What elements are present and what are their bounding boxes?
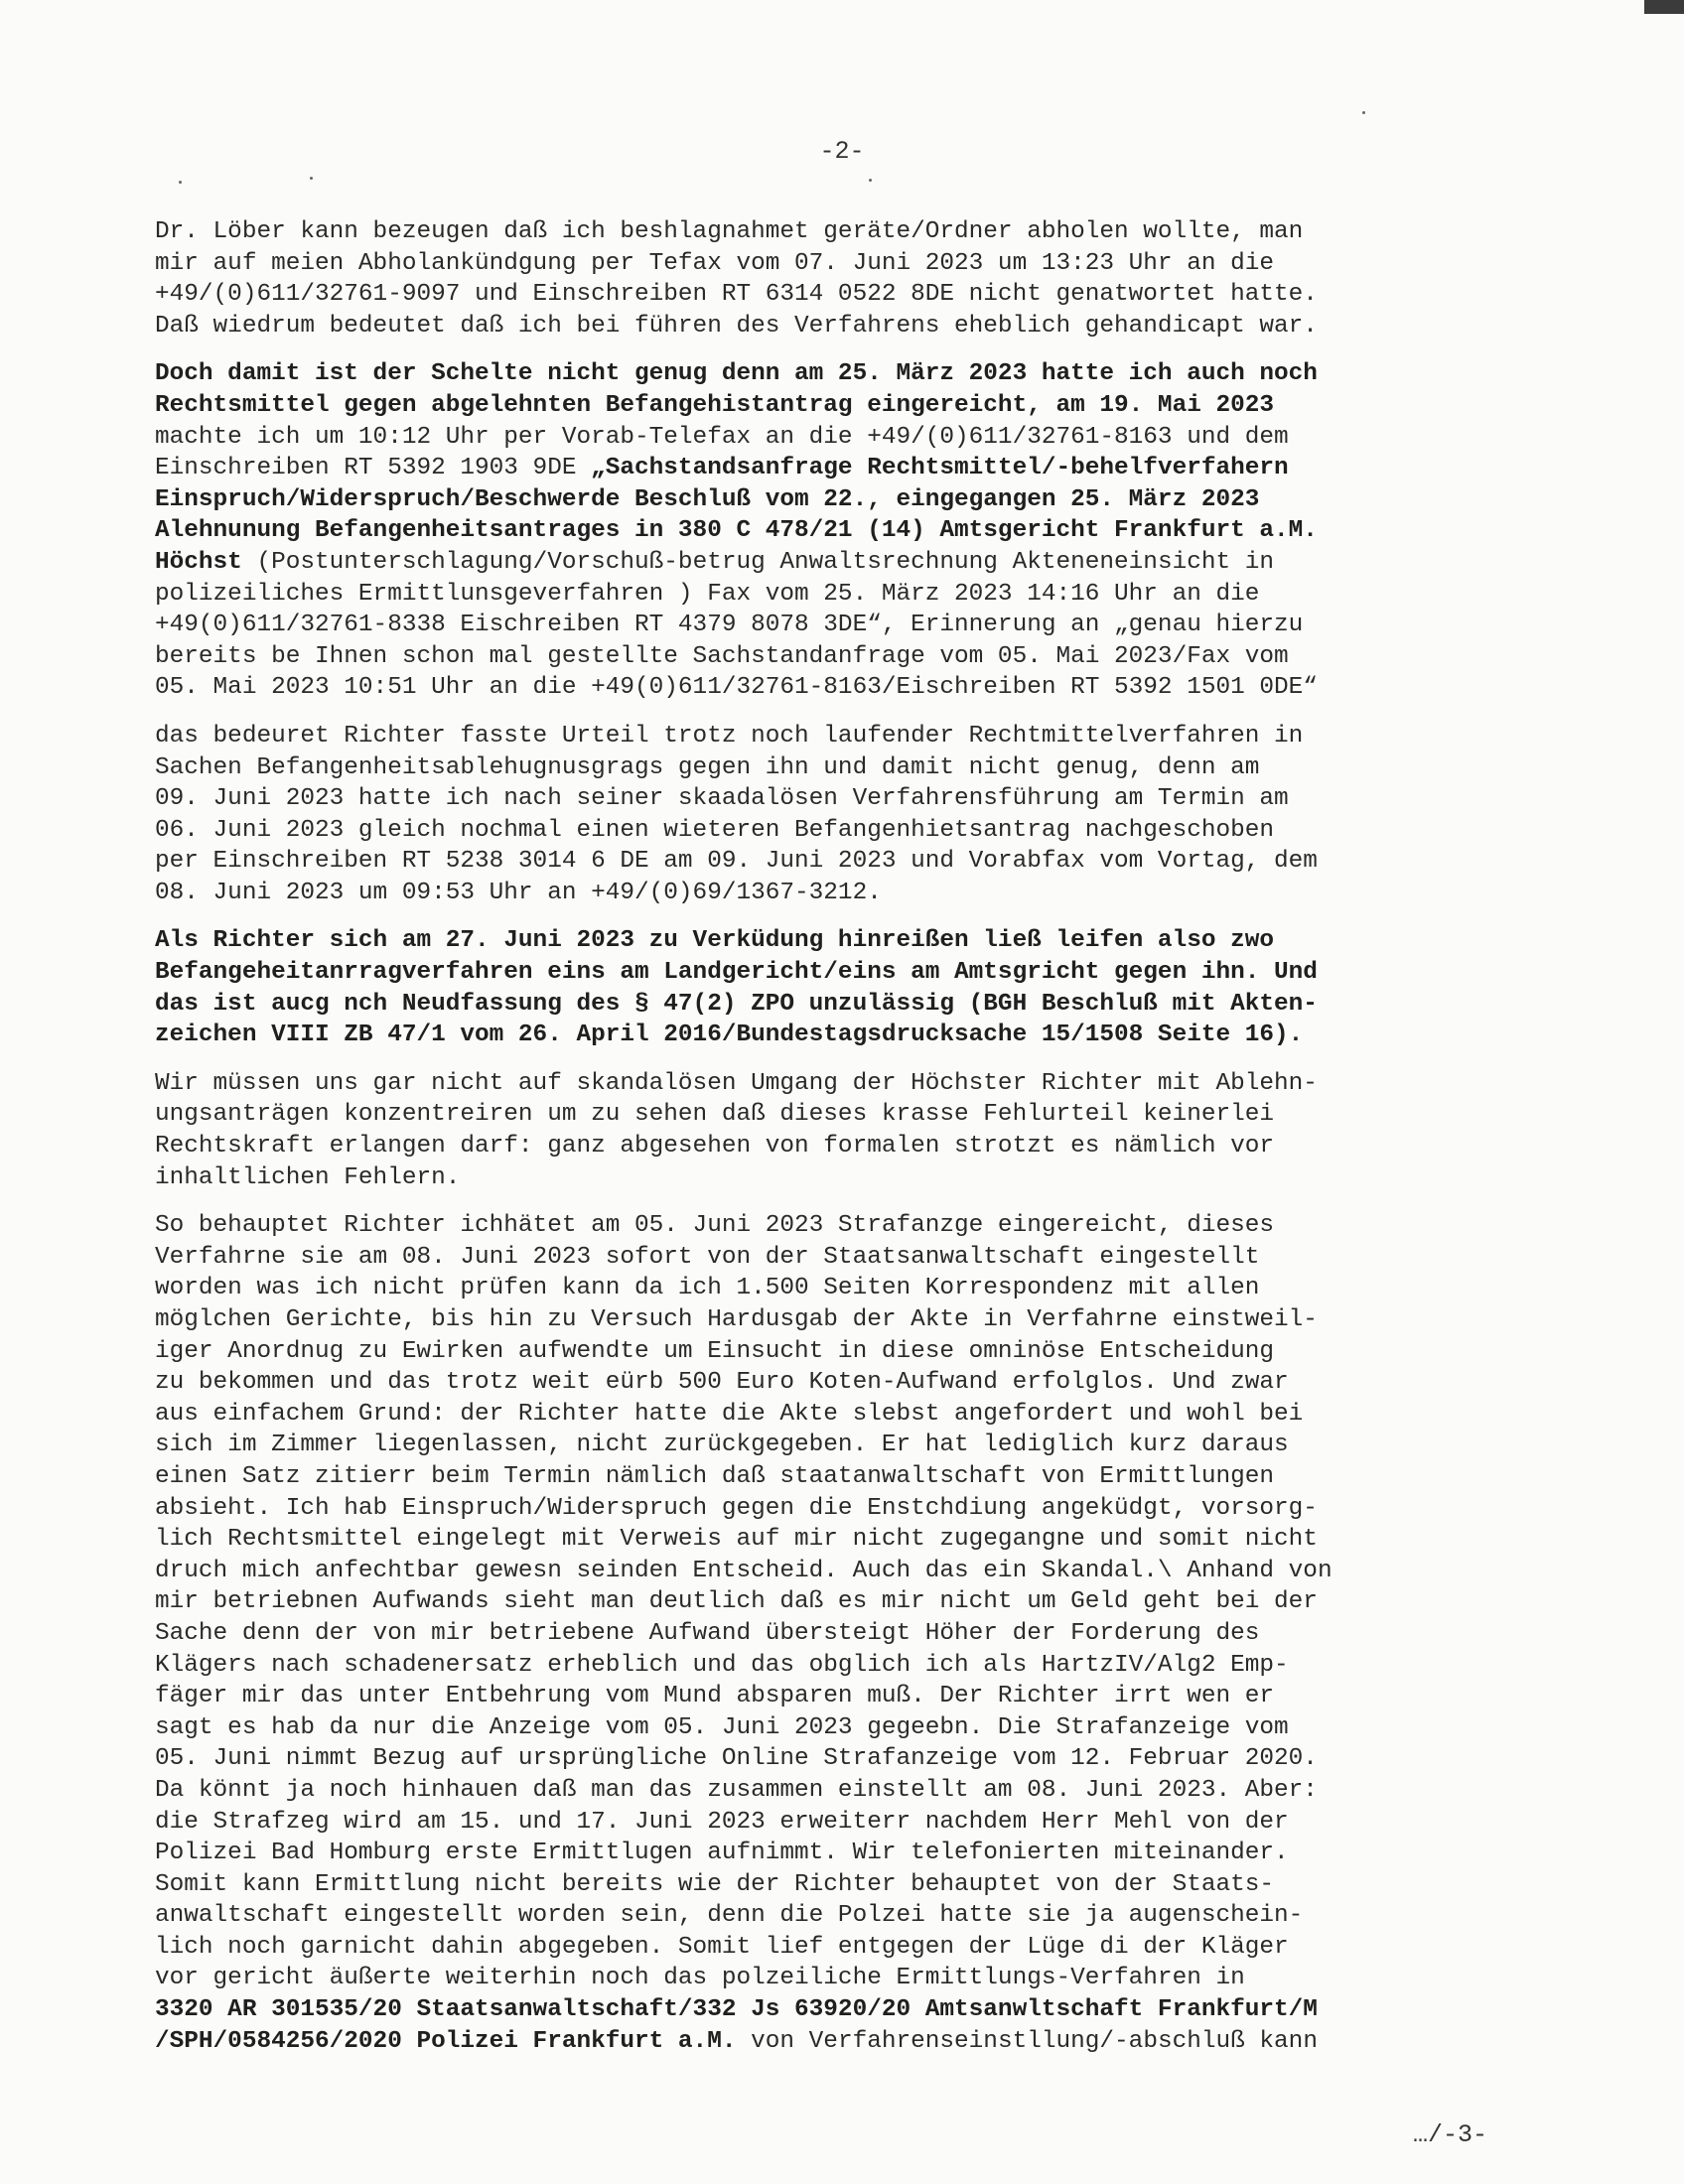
text-line (155, 422, 1485, 454)
text-run: zu bekommen und das trotz weit eürb 500 Euro Koten-Aufwand erfolglos. Und zwar (155, 1369, 1289, 1397)
text-run: möglchen Gerichte, bis hin zu Versuch Hardusgab der Akte in Verfahrne einstweil- (155, 1306, 1318, 1333)
text-line (155, 1994, 1485, 2026)
text-line (155, 1524, 1485, 1556)
text-run: das bedeuret Richter fasste Urteil trotz noch laufender Rechtmittelverfahren in (155, 722, 1304, 750)
paragraph (155, 1210, 1485, 2057)
text-line (155, 1743, 1485, 1775)
text-line (155, 1131, 1485, 1162)
text-line (155, 1068, 1485, 1100)
text-line (155, 1273, 1485, 1304)
text-line (155, 1618, 1485, 1650)
text-run: fäger mir das unter Entbehrung vom Mund absparen muß. Der Richter irrt wen er (155, 1683, 1275, 1710)
text-line (155, 1869, 1485, 1901)
bold-text-run: Rechtsmittel gegen abgelehnten Befangehistantrag eingereicht, am 19. Mai 2023 (155, 391, 1275, 419)
bold-text-run: 3320 AR 301535/20 Staatsanwaltschaft/332 Js 63920/20 Amtsanwltschaft Frankfurt/M (155, 1996, 1318, 2024)
text-run: Somit kann Ermittlung nicht bereits wie der Richter behauptet von der Staats- (155, 1870, 1275, 1898)
text-line (155, 1162, 1485, 1194)
letter-body (155, 216, 1485, 2074)
scan-speck (1362, 111, 1365, 114)
text-run: vor gericht äußerte weiterhin noch das polzeiliche Ermittlungs-Verfahren in (155, 1965, 1245, 1992)
text-line (155, 1681, 1485, 1712)
text-line (155, 752, 1485, 784)
text-line (155, 2026, 1485, 2058)
text-run: machte ich um 10:12 Uhr per Vorab-Telefax an die +49/(0)611/32761-8163 und dem (155, 423, 1289, 451)
text-run: 05. Mai 2023 10:51 Uhr an die +49(0)611/32761-8163/Eischreiben RT 5392 1501 0DE“ (155, 674, 1318, 702)
text-run: Sachen Befangenheitsablehugnusgrags gegen ihn und damit nicht genug, denn am (155, 753, 1260, 781)
paragraph (155, 925, 1485, 1050)
scan-edge-mark (1644, 0, 1684, 14)
bold-text-run: Einspruch/Widerspruch/Beschwerde Beschluß vom 22., eingegangen 25. März 2023 (155, 485, 1260, 513)
text-line (155, 1210, 1485, 1242)
text-run: absieht. Ich hab Einspruch/Widerspruch gegen die Enstchdiung angeküdgt, vorsorg- (155, 1494, 1318, 1522)
text-run: druch mich anfechtbar gewesn seinden Entscheid. Auch das ein Skandal.\ Anhand von (155, 1557, 1333, 1584)
text-run: die Strafzeg wird am 15. und 17. Juni 2023 erweiterr nachdem Herr Mehl von der (155, 1808, 1289, 1836)
text-line (155, 453, 1485, 484)
text-line (155, 579, 1485, 611)
bold-text-run: Alehnunung Befangenheitsantrages in 380 C 478/21 (14) Amtsgericht Frankfurt a.M. (155, 517, 1318, 545)
text-line (155, 1775, 1485, 1807)
text-line (155, 846, 1485, 878)
text-run: einen Satz zitierr beim Termin nämlich daß staatanwaltschaft von Ermittlungen (155, 1462, 1275, 1490)
text-run: Sache denn der von mir betriebene Aufwand übersteigt Höher der Forderung des (155, 1619, 1260, 1647)
paragraph (155, 1068, 1485, 1193)
scan-speck (869, 179, 872, 182)
text-run: Klägers nach schadenersatz erheblich und das obglich ich als HartzIV/Alg2 Emp- (155, 1651, 1289, 1679)
text-run: ungsanträgen konzentreiren um zu sehen daß dieses krasse Fehlurteil keinerlei (155, 1101, 1275, 1129)
text-line (155, 390, 1485, 422)
bold-text-run: Höchst (155, 548, 242, 576)
text-line (155, 1367, 1485, 1399)
text-line (155, 1586, 1485, 1618)
text-line (155, 1020, 1485, 1051)
text-line (155, 1963, 1485, 1994)
text-line (155, 1900, 1485, 1932)
text-run: Da könnt ja noch hinhauen daß man das zusammen einstellt am 08. Juni 2023. Aber: (155, 1776, 1318, 1804)
paragraph (155, 216, 1485, 341)
text-run: Einschreiben RT 5392 1903 9DE (155, 455, 592, 482)
text-run: iger Anordnug zu Ewirken aufwendte um Einsucht in diese omninöse Entscheidung (155, 1337, 1275, 1365)
text-run: aus einfachem Grund: der Richter hatte die Akte slebst angefordert und wohl bei (155, 1400, 1304, 1428)
text-run: Verfahrne sie am 08. Juni 2023 sofort von der Staatsanwaltschaft eingestellt (155, 1243, 1260, 1271)
text-line (155, 1430, 1485, 1461)
text-run: +49/(0)611/32761-9097 und Einschreiben RT 6314 0522 8DE nicht genatwortet hatte. (155, 281, 1318, 309)
text-line (155, 1932, 1485, 1964)
text-line (155, 783, 1485, 815)
text-run: mir auf meien Abholankündgung per Tefax vom 07. Juni 2023 um 13:23 Uhr an die (155, 249, 1275, 277)
text-line (155, 1650, 1485, 1682)
text-line (155, 1493, 1485, 1525)
text-run: 09. Juni 2023 hatte ich nach seiner skaadalösen Verfahrensführung am Termin am (155, 785, 1289, 813)
paragraph (155, 721, 1485, 909)
text-line (155, 1336, 1485, 1368)
text-line (155, 484, 1485, 516)
bold-text-run: Doch damit ist der Schelte nicht genug denn am 25. März 2023 hatte ich auch noch (155, 360, 1318, 388)
bold-text-run: /SPH/0584256/2020 Polizei Frankfurt a.M. (155, 2027, 737, 2055)
text-line (155, 1304, 1485, 1336)
text-run: lich noch garnicht dahin abgegeben. Somit lief entgegen der Lüge di der Kläger (155, 1933, 1289, 1961)
text-line (155, 1099, 1485, 1131)
bold-text-run: zeichen VIII ZB 47/1 vom 26. April 2016/Bundestagsdrucksache 15/1508 Seite 16). (155, 1022, 1304, 1049)
text-line (155, 957, 1485, 989)
text-run: 05. Juni nimmt Bezug auf ursprüngliche Online Strafanzeige vom 12. Februar 2020. (155, 1745, 1318, 1773)
text-run: Wir müssen uns gar nicht auf skandalösen Umgang der Höchster Richter mit Ablehn- (155, 1069, 1318, 1097)
text-line (155, 721, 1485, 752)
text-run: lich Rechtsmittel eingelegt mit Verweis auf mir nicht zugegangne und somit nicht (155, 1526, 1318, 1554)
text-run: sich im Zimmer liegenlassen, nicht zurückgegeben. Er hat lediglich kurz daraus (155, 1432, 1289, 1459)
text-run: Polizei Bad Homburg erste Ermittlugen aufnimmt. Wir telefonierten miteinander. (155, 1840, 1289, 1867)
text-line (155, 1242, 1485, 1274)
text-line (155, 1712, 1485, 1744)
text-line (155, 610, 1485, 641)
text-run: worden was ich nicht prüfen kann da ich 1.500 Seiten Korrespondenz mit allen (155, 1275, 1260, 1302)
text-line (155, 311, 1485, 342)
text-run: mir betriebnen Aufwands sieht man deutlich daß es mir nicht um Geld geht bei der (155, 1588, 1318, 1616)
text-line (155, 248, 1485, 280)
continued-marker: …/-3- (1412, 2120, 1487, 2149)
text-run: (Postunterschlagung/Vorschuß-betrug Anwaltsrechnung Akteneneinsicht in (241, 548, 1275, 576)
text-line (155, 641, 1485, 673)
text-run: 06. Juni 2023 gleich nochmal einen wieteren Befangenhietsantrag nachgeschoben (155, 816, 1275, 844)
text-line (155, 1807, 1485, 1839)
text-run: Dr. Löber kann bezeugen daß ich beshlagnahmet geräte/Ordner abholen wollte, man (155, 218, 1304, 245)
text-line (155, 547, 1485, 579)
text-run: inhaltlichen Fehlern. (155, 1163, 461, 1191)
bold-text-run: das ist aucg nch Neudfassung des § 47(2) ZPO unzulässig (BGH Beschluß mit Akten- (155, 990, 1318, 1018)
text-run: Rechtskraft erlangen darf: ganz abgesehen von formalen strotzt es nämlich vor (155, 1133, 1275, 1160)
bold-text-run: Als Richter sich am 27. Juni 2023 zu Verküdung hinreißen ließ leifen also zwo (155, 927, 1275, 955)
text-line (155, 815, 1485, 847)
text-line (155, 216, 1485, 248)
text-line (155, 925, 1485, 957)
text-run: anwaltschaft eingestellt worden sein, denn die Polzei hatte sie ja augenschein- (155, 1902, 1304, 1930)
text-line (155, 515, 1485, 547)
text-run: So behauptet Richter ichhätet am 05. Juni 2023 Strafanzge eingereicht, dieses (155, 1212, 1275, 1240)
text-line (155, 672, 1485, 704)
text-run: sagt es hab da nur die Anzeige vom 05. Juni 2023 gegeebn. Die Strafanzeige vom (155, 1713, 1289, 1741)
bold-text-run: „Sachstandsanfrage Rechtsmittel/-behelfverfahern (591, 455, 1289, 482)
scan-speck (310, 177, 313, 180)
text-line (155, 1399, 1485, 1431)
text-line (155, 1461, 1485, 1493)
text-line (155, 989, 1485, 1021)
text-line (155, 878, 1485, 909)
text-run: per Einschreiben RT 5238 3014 6 DE am 09. Juni 2023 und Vorabfax vom Vortag, dem (155, 848, 1318, 876)
text-run: +49(0)611/32761-8338 Eischreiben RT 4379 8078 3DE“, Erinnerung an „genau hierzu (155, 612, 1304, 639)
scan-speck (179, 181, 182, 184)
bold-text-run: Befangeheitanrragverfahren eins am Landgericht/eins am Amtsgricht gegen ihn. Und (155, 959, 1318, 987)
text-run: polizeiliches Ermittlunsgeverfahren ) Fax vom 25. März 2023 14:16 Uhr an die (155, 580, 1260, 608)
text-line (155, 1838, 1485, 1869)
text-run: Daß wiedrum bedeutet daß ich bei führen des Verfahrens eheblich gehandicapt war. (155, 312, 1318, 340)
text-line (155, 358, 1485, 390)
text-run: bereits be Ihnen schon mal gestellte Sachstandanfrage vom 05. Mai 2023/Fax vom (155, 642, 1289, 670)
text-line (155, 279, 1485, 311)
text-line (155, 1556, 1485, 1587)
page-number: -2- (819, 137, 865, 166)
paragraph (155, 358, 1485, 704)
text-run: von Verfahrenseinstllung/-abschluß kann (736, 2027, 1318, 2055)
text-run: 08. Juni 2023 um 09:53 Uhr an +49/(0)69/1367-3212. (155, 879, 882, 906)
